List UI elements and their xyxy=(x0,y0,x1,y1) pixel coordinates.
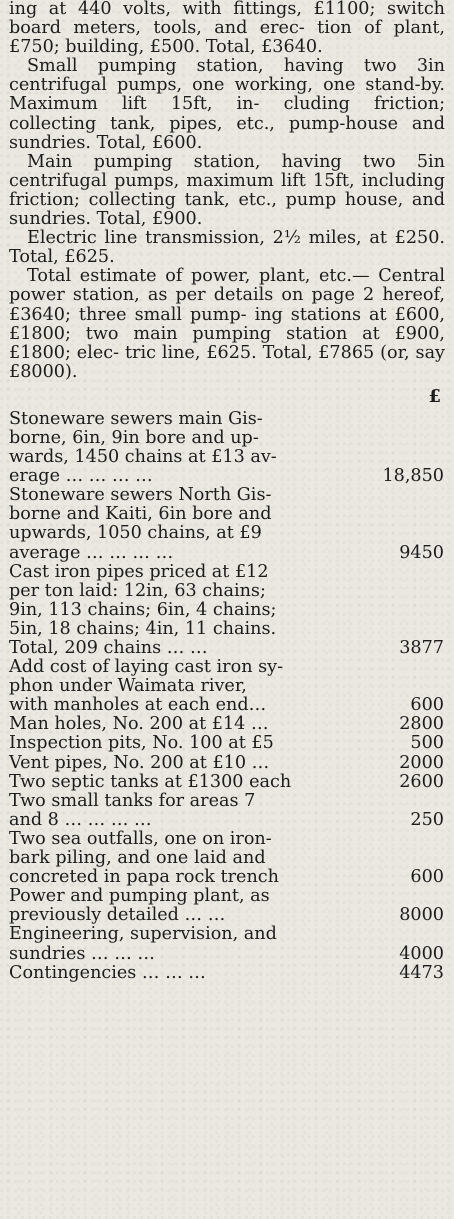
cost-item-amount: 2000 xyxy=(399,752,444,773)
cost-item-row xyxy=(9,734,445,753)
cost-item-row xyxy=(9,658,445,715)
paragraph-line: Central power station, as per details on xyxy=(9,266,446,306)
cost-item-description xyxy=(9,563,354,658)
cost-item-line: sundries … … … xyxy=(9,943,155,964)
cost-item-line: Power and pumping plant, as xyxy=(9,886,270,907)
paragraph-line: pumping station at £900, £1800; elec- xyxy=(9,323,445,363)
cost-item-line: with manholes at each end… xyxy=(9,695,267,716)
cost-item-amount: 3877 xyxy=(399,638,444,658)
cost-item-line: wards, 1450 chains at £13 av- xyxy=(9,447,277,468)
cost-item-line: bark piling, and one laid and xyxy=(9,848,266,869)
cost-schedule xyxy=(9,410,445,983)
cost-item-description xyxy=(9,773,354,792)
paragraph-line: etc., pump-house and sundries. Total, xyxy=(9,113,446,153)
cost-item-line: Stoneware sewers main Gis- xyxy=(9,408,263,429)
estimate-prose xyxy=(9,0,445,382)
cost-item-line: Add cost of laying cast iron sy- xyxy=(9,657,284,678)
paragraph-line: Small pumping station, having two xyxy=(27,56,397,77)
cost-item-line: Vent pipes, No. 200 at £10 … xyxy=(9,752,270,773)
cost-item-row xyxy=(9,563,445,658)
paragraph-line: 15ft, including friction; collecting tank, xyxy=(9,170,445,210)
cost-item-line: average … … … … xyxy=(9,542,174,563)
paragraph-line: cluding friction; collecting tank, pipes, xyxy=(9,94,445,134)
cost-item-line: per ton laid: 12in, 63 chains; xyxy=(9,580,266,601)
cost-item-line: and 8 … … … … xyxy=(9,809,152,830)
paragraph-line: Total estimate of power, plant, etc.— xyxy=(27,266,370,287)
paragraph-main-pumping-station xyxy=(9,153,445,229)
cost-item-amount: 600 xyxy=(410,867,444,888)
paragraph-line: ing stations at £600, £1800; two main xyxy=(9,304,446,344)
cost-item-amount: 2600 xyxy=(399,771,444,792)
paragraph-total-estimate xyxy=(9,267,445,382)
cost-item-line: 5in, 18 chains; 4in, 11 chains. xyxy=(9,618,277,639)
cost-item-amount: 250 xyxy=(410,809,444,830)
paragraph-line: £8000). xyxy=(9,361,78,382)
cost-item-line: borne and Kaiti, 6in bore and xyxy=(9,504,272,525)
paragraph-line: etc., pump house, and sundries. Total, xyxy=(9,189,445,230)
cost-item-row xyxy=(9,925,445,963)
cost-item-row xyxy=(9,773,445,792)
cost-item-row xyxy=(9,754,445,773)
cost-item-amount: 4473 xyxy=(399,962,444,983)
paragraph-line: page 2 hereof, £3640; three small pump- xyxy=(9,285,445,325)
cost-item-description xyxy=(9,964,354,983)
cost-item-row xyxy=(9,410,445,486)
cost-item-row xyxy=(9,830,445,887)
cost-item-line: Two small tanks for areas 7 xyxy=(9,790,256,811)
cost-item-line: Inspection pits, No. 100 at £5 xyxy=(9,733,274,754)
paragraph-line: Main pumping station, having two xyxy=(27,151,396,172)
paragraph-small-pumping-station xyxy=(9,57,445,152)
paragraph-line: ing at 440 volts, with fittings, £1100; xyxy=(9,0,376,19)
cost-item-row xyxy=(9,964,445,983)
paragraph-line: Total, £3640. xyxy=(205,37,323,58)
cost-item-amount: 9450 xyxy=(399,542,444,563)
cost-item-line: Cast iron pipes priced at £12 xyxy=(9,561,269,582)
cost-item-line: Two septic tanks at £1300 each xyxy=(9,771,292,792)
paragraph-line: 3in centrifugal pumps, one working, xyxy=(9,56,445,96)
cost-item-description xyxy=(9,830,354,887)
cost-item-line: borne, 6in, 9in bore and up- xyxy=(9,427,259,448)
cost-item-description xyxy=(9,925,354,963)
cost-item-line: 9in, 113 chains; 6in, 4 chains; xyxy=(9,599,277,620)
cost-item-row xyxy=(9,486,445,562)
paragraph-line: Electric line transmission, 2½ miles, xyxy=(27,228,362,249)
cost-item-description xyxy=(9,792,354,830)
cost-item-description xyxy=(9,887,354,925)
paragraph-line: tion of plant, £750; building, £500. xyxy=(9,18,445,58)
cost-item-line: Man holes, No. 200 at £14 … xyxy=(9,714,269,735)
cost-item-line: Stoneware sewers North Gis- xyxy=(9,485,272,506)
cost-item-row xyxy=(9,792,445,830)
cost-item-line: previously detailed … … xyxy=(9,905,226,926)
paragraph-line: switch board meters, tools, and erec- xyxy=(9,0,446,39)
cost-item-amount: 4000 xyxy=(399,943,444,964)
cost-item-line: concreted in papa rock trench xyxy=(9,867,279,888)
cost-item-amount: 8000 xyxy=(399,905,444,926)
cost-item-line: Two sea outfalls, one on iron- xyxy=(9,828,272,849)
cost-item-description xyxy=(9,734,354,753)
paragraph-line: £900. xyxy=(151,209,203,230)
paragraph-line: 5in centrifugal pumps, maximum lift xyxy=(9,151,445,191)
cost-item-description xyxy=(9,486,354,562)
cost-item-row xyxy=(9,715,445,734)
cost-item-description xyxy=(9,715,354,734)
cost-item-line: upwards, 1050 chains, at £9 xyxy=(9,523,262,544)
cost-item-amount: 18,850 xyxy=(382,466,444,487)
cost-item-line: Total, 209 chains … … xyxy=(9,638,208,658)
cost-item-amount: 2800 xyxy=(399,714,444,735)
paragraph-line: at £250. Total, £625. xyxy=(9,228,445,268)
cost-item-description xyxy=(9,754,354,773)
paragraph-electric-line xyxy=(9,229,445,267)
cost-item-line: erage … … … … xyxy=(9,466,153,487)
cost-item-line: phon under Waimata river, xyxy=(9,676,247,697)
cost-item-amount: 500 xyxy=(410,733,444,754)
cost-item-description xyxy=(9,410,354,486)
paragraph-line: tric line, £625. Total, £7865 (or, say xyxy=(124,342,445,363)
paragraph-central-station-costs xyxy=(9,0,445,57)
cost-item-line: Engineering, supervision, and xyxy=(9,924,277,945)
pound-column-heading: £ xyxy=(428,385,441,407)
cost-item-amount: 600 xyxy=(410,695,444,716)
cost-item-line: Contingencies … … … xyxy=(9,962,206,983)
paragraph-line: £600. xyxy=(151,132,203,153)
cost-item-row xyxy=(9,887,445,925)
paragraph-line: one stand-by. Maximum lift 15ft, in- xyxy=(9,75,446,115)
cost-item-description xyxy=(9,658,354,715)
